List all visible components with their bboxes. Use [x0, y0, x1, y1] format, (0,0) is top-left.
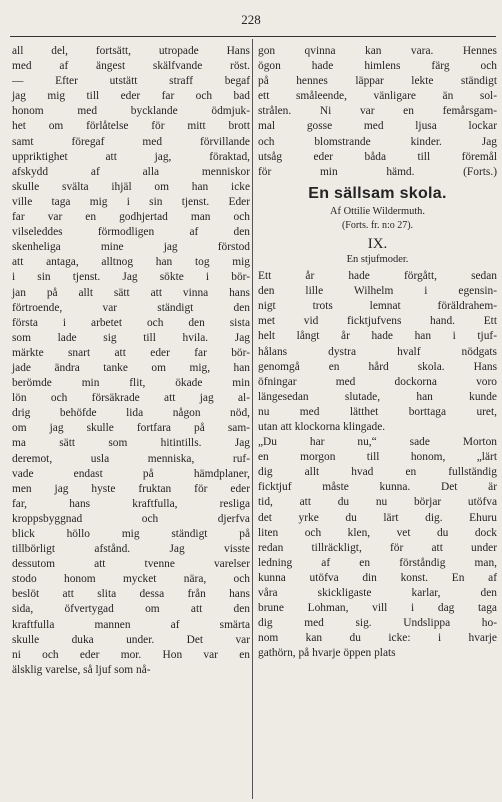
text-line: en morgon till honom, „lärt — [258, 451, 497, 464]
text-line: den lille Wilhelm i egensin- — [258, 285, 497, 298]
left-column — [12, 44, 250, 678]
text-line: och blomstrande kinder. Jag — [258, 135, 497, 148]
chapter-subtitle: En stjufmoder. — [346, 254, 409, 266]
text-line: sida, öfvertygad om att den — [12, 603, 250, 616]
text-line: afskydd af alla menniskor — [12, 165, 250, 178]
text-line: liten och klen, vet du dock — [258, 526, 497, 539]
text-line: gathörn, på hvarje öppen plats — [258, 647, 396, 660]
header-rule — [10, 36, 496, 37]
text-line: ledning af en förståndig man, — [258, 556, 497, 569]
text-line: kraftfulla mannen af smärta — [12, 618, 250, 631]
text-line: dig med sig. Undslippa ho- — [258, 617, 497, 630]
text-line: lön och försäkrade att jag al- — [12, 392, 250, 405]
story-ending — [258, 44, 497, 180]
text-line: ville taga mig i sin tjenst. Eder — [12, 195, 250, 208]
text-line: brune Lohman, vill i dag taga — [258, 602, 497, 615]
text-line: blick höllo mig ständigt på — [12, 528, 250, 540]
text-line: uppriktighet att jag, föraktad, — [12, 150, 250, 163]
text-line: jag mig till eder far och bad — [12, 90, 250, 103]
text-line: — Efter utstätt straff begaf — [12, 75, 250, 88]
text-line: kroppsbyggnad och djerfva — [12, 512, 250, 525]
text-line: nu med lätthet borttaga uret, — [258, 405, 497, 418]
right-column — [258, 44, 497, 661]
text-line: ficktjuf måste kunna. Det är — [258, 481, 497, 494]
text-line: far, hans kraftfulla, resliga — [12, 497, 250, 510]
text-line: jan på allt sätt att vinna hans — [12, 286, 250, 299]
text-line: strålen. Ni var en femårsgam- — [258, 105, 497, 118]
column-divider — [252, 39, 253, 799]
text-line: dig allt hvad en fullständig — [258, 466, 497, 479]
continuation-note: (Forts. fr. n:o 27). — [341, 219, 414, 231]
chapter-number: IX. — [367, 235, 388, 252]
text-line: om jag skulle fortfara på sam- — [12, 422, 250, 435]
text-line: ma sätt som hitintills. Jag — [12, 437, 250, 450]
text-line: skulle duka under. Det var — [12, 633, 250, 646]
text-line: genomgå en hård skola. Hans — [258, 360, 497, 373]
text-line: vilseleddes förmodligen af den — [12, 226, 250, 239]
text-line: tid, att du nu börjar utöfva — [258, 496, 497, 509]
text-line: far var en godhjertad man och — [12, 211, 250, 224]
text-line: gon qvinna kan vara. Hennes — [258, 45, 497, 57]
text-line: nigt trots lemnat föräldrahem- — [258, 300, 497, 313]
text-line: öfningar med dockorna voro — [258, 375, 497, 388]
text-line: samt föregaf med förvillande — [12, 135, 250, 148]
text-line: kunna utöfva din konst. En af — [258, 571, 497, 584]
text-line: berömde min flit, ökade min — [12, 377, 250, 390]
text-line: tillbörligt afstånd. Jag visste — [12, 543, 250, 556]
text-line: „Du har nu,“ sade Morton — [258, 436, 497, 449]
text-line: all del, fortsätt, utropade Hans — [12, 45, 250, 57]
text-line: men jag hyste fruktan för eder — [12, 482, 250, 495]
text-line: nom kan du icke: i hvarje — [258, 632, 497, 645]
text-line: honom med bycklande ödmjuk- — [12, 105, 250, 118]
text-line: dessutom att tvenne varelser — [12, 558, 250, 571]
text-line: skenheliga mine jag förstod — [12, 241, 250, 254]
story-byline: Af Ottilie Wildermuth. — [330, 205, 425, 217]
text-line: att antaga, alltnog han tog mig — [12, 256, 250, 269]
text-line: beslöt att slita dessa från hans — [12, 588, 250, 601]
text-line: ögon hade himlens färg och — [258, 60, 497, 73]
text-line: deremot, usla menniska, ruf- — [12, 452, 250, 465]
text-line: met vid ficktjufvens hand. Ett — [258, 315, 497, 328]
text-line: jade ändra tanke om mig, han — [12, 361, 250, 374]
text-line: utsåg eder båda till föremål — [258, 150, 497, 163]
text-line: ett småleende, vänligare än sol- — [258, 90, 497, 103]
text-line: helt långt år hade han i tjuf- — [258, 330, 497, 343]
text-line: längesedan slutade, han kunde — [258, 390, 497, 403]
text-line: våra skickligaste karlar, den — [258, 587, 497, 599]
text-line: het om förlåtelse för mitt brott — [12, 120, 250, 133]
text-line: hålans dystra hvalf nödgats — [258, 345, 497, 358]
text-line: med af ängest skälfvande röst. — [12, 60, 250, 73]
text-line: älsklig varelse, så ljuf som nå- — [12, 663, 151, 676]
text-line: skulle svälta ihjäl om han icke — [12, 180, 250, 193]
text-line: märkte snart att eder far bör- — [12, 346, 250, 359]
text-line: Ett år hade förgått, sedan — [258, 270, 497, 283]
text-line: vade endast på hämdplaner, — [12, 467, 250, 480]
page-number: 228 — [241, 12, 261, 27]
text-line: mal gosse med ljusa lockar — [258, 120, 497, 133]
text-line: som lade sig till hvila. Jag — [12, 331, 250, 344]
story-title: En sällsam skola. — [308, 184, 447, 202]
text-line: första i arbetet och den sista — [12, 316, 250, 329]
text-line: drig behöfde lida någon nöd, — [12, 407, 250, 420]
text-line: för min hämd. (Forts.) — [258, 165, 497, 178]
text-line: stodo honom mycket nära, och — [12, 573, 250, 586]
text-line: redan tillräckligt, för att under — [258, 541, 497, 554]
text-line: i sin tjenst. Jag sökte i bör- — [12, 271, 250, 284]
text-line: det yrke du lärt dig. Ehuru — [258, 511, 497, 524]
text-line: ni och eder mor. Hon var en — [12, 648, 250, 661]
story-body — [258, 269, 497, 661]
text-line: utan att klockorna klingade. — [258, 420, 386, 433]
text-line: förtroende, var ständigt den — [12, 301, 250, 314]
text-line: på hennes läppar lekte ständigt — [258, 75, 497, 88]
